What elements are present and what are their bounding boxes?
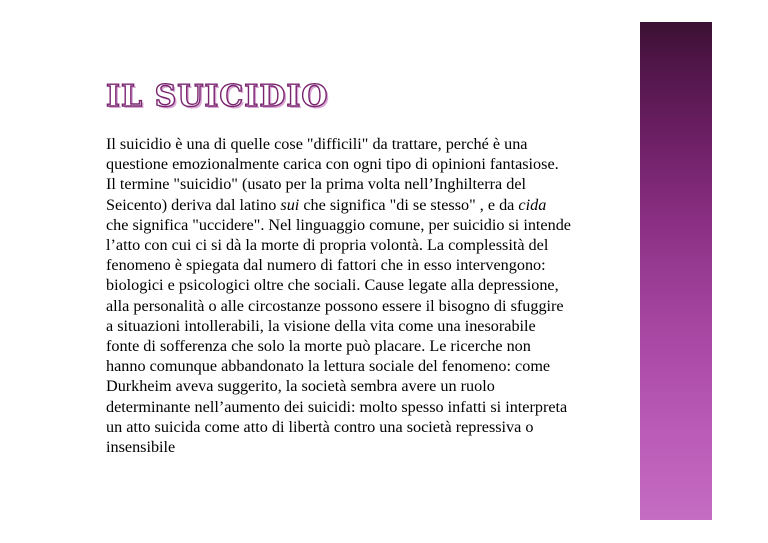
- text-run: Seicento) deriva dal latino: [106, 195, 281, 214]
- body-line: [106, 437, 634, 457]
- text-run: a situazioni intollerabili, la visione della vita come una inesorabile: [106, 316, 536, 335]
- text-run: questione emozionalmente carica con ogni tipo di opinioni fantasiose.: [106, 155, 559, 174]
- body-line: [106, 195, 634, 215]
- decorative-side-band: [640, 22, 712, 520]
- italic-term: sui: [280, 195, 300, 214]
- body-line: [106, 275, 634, 295]
- text-run: l’atto con cui ci si dà la morte di propria volontà. La complessità del: [106, 236, 549, 255]
- italic-term: cida: [518, 195, 547, 214]
- text-run: Il suicidio è una di quelle cose "difficili" da trattare, perché è una: [106, 135, 528, 153]
- body-line: [106, 255, 634, 275]
- body-line: [106, 376, 634, 396]
- body-line: [106, 215, 634, 235]
- text-run: hanno comunque abbandonato la lettura sociale del fenomeno: come: [106, 357, 551, 376]
- text-run: Durkheim aveva suggerito, la società sembra avere un ruolo: [106, 377, 495, 396]
- body-line: [106, 134, 634, 154]
- text-run: che significa "di se stesso" , e da: [299, 195, 519, 214]
- text-run: fonte di sofferenza che solo la morte può placare. Le ricerche non: [106, 337, 531, 356]
- text-run: alla personalità o alle circostanze possono essere il bisogno di sfuggire: [106, 296, 564, 315]
- body-line: [106, 356, 634, 376]
- body-line: [106, 174, 634, 194]
- body-line: [106, 316, 634, 336]
- text-run: determinante nell’aumento dei suicidi: molto spesso infatti si interpreta: [106, 397, 568, 416]
- text-run: insensibile: [106, 438, 176, 457]
- text-run: Il termine "suicidio" (usato per la prima volta nell’Inghilterra del: [106, 175, 527, 194]
- text-run: che significa "uccidere". Nel linguaggio comune, per suicidio si intende: [106, 215, 571, 234]
- body-line: [106, 417, 634, 437]
- body-line: [106, 336, 634, 356]
- body-line: [106, 235, 634, 255]
- text-run: fenomeno è spiegata dal numero di fattori che in esso intervengono:: [106, 256, 546, 275]
- body-line: [106, 296, 634, 316]
- body-line: [106, 154, 634, 174]
- slide-body-text: [106, 134, 634, 457]
- text-run: biologici e psicologici oltre che sociali. Cause legate alla depressione,: [106, 276, 559, 295]
- body-line: [106, 397, 634, 417]
- slide-title: IL SUICIDIO: [106, 79, 329, 114]
- text-run: un atto suicida come atto di libertà contro una società repressiva o: [106, 417, 534, 436]
